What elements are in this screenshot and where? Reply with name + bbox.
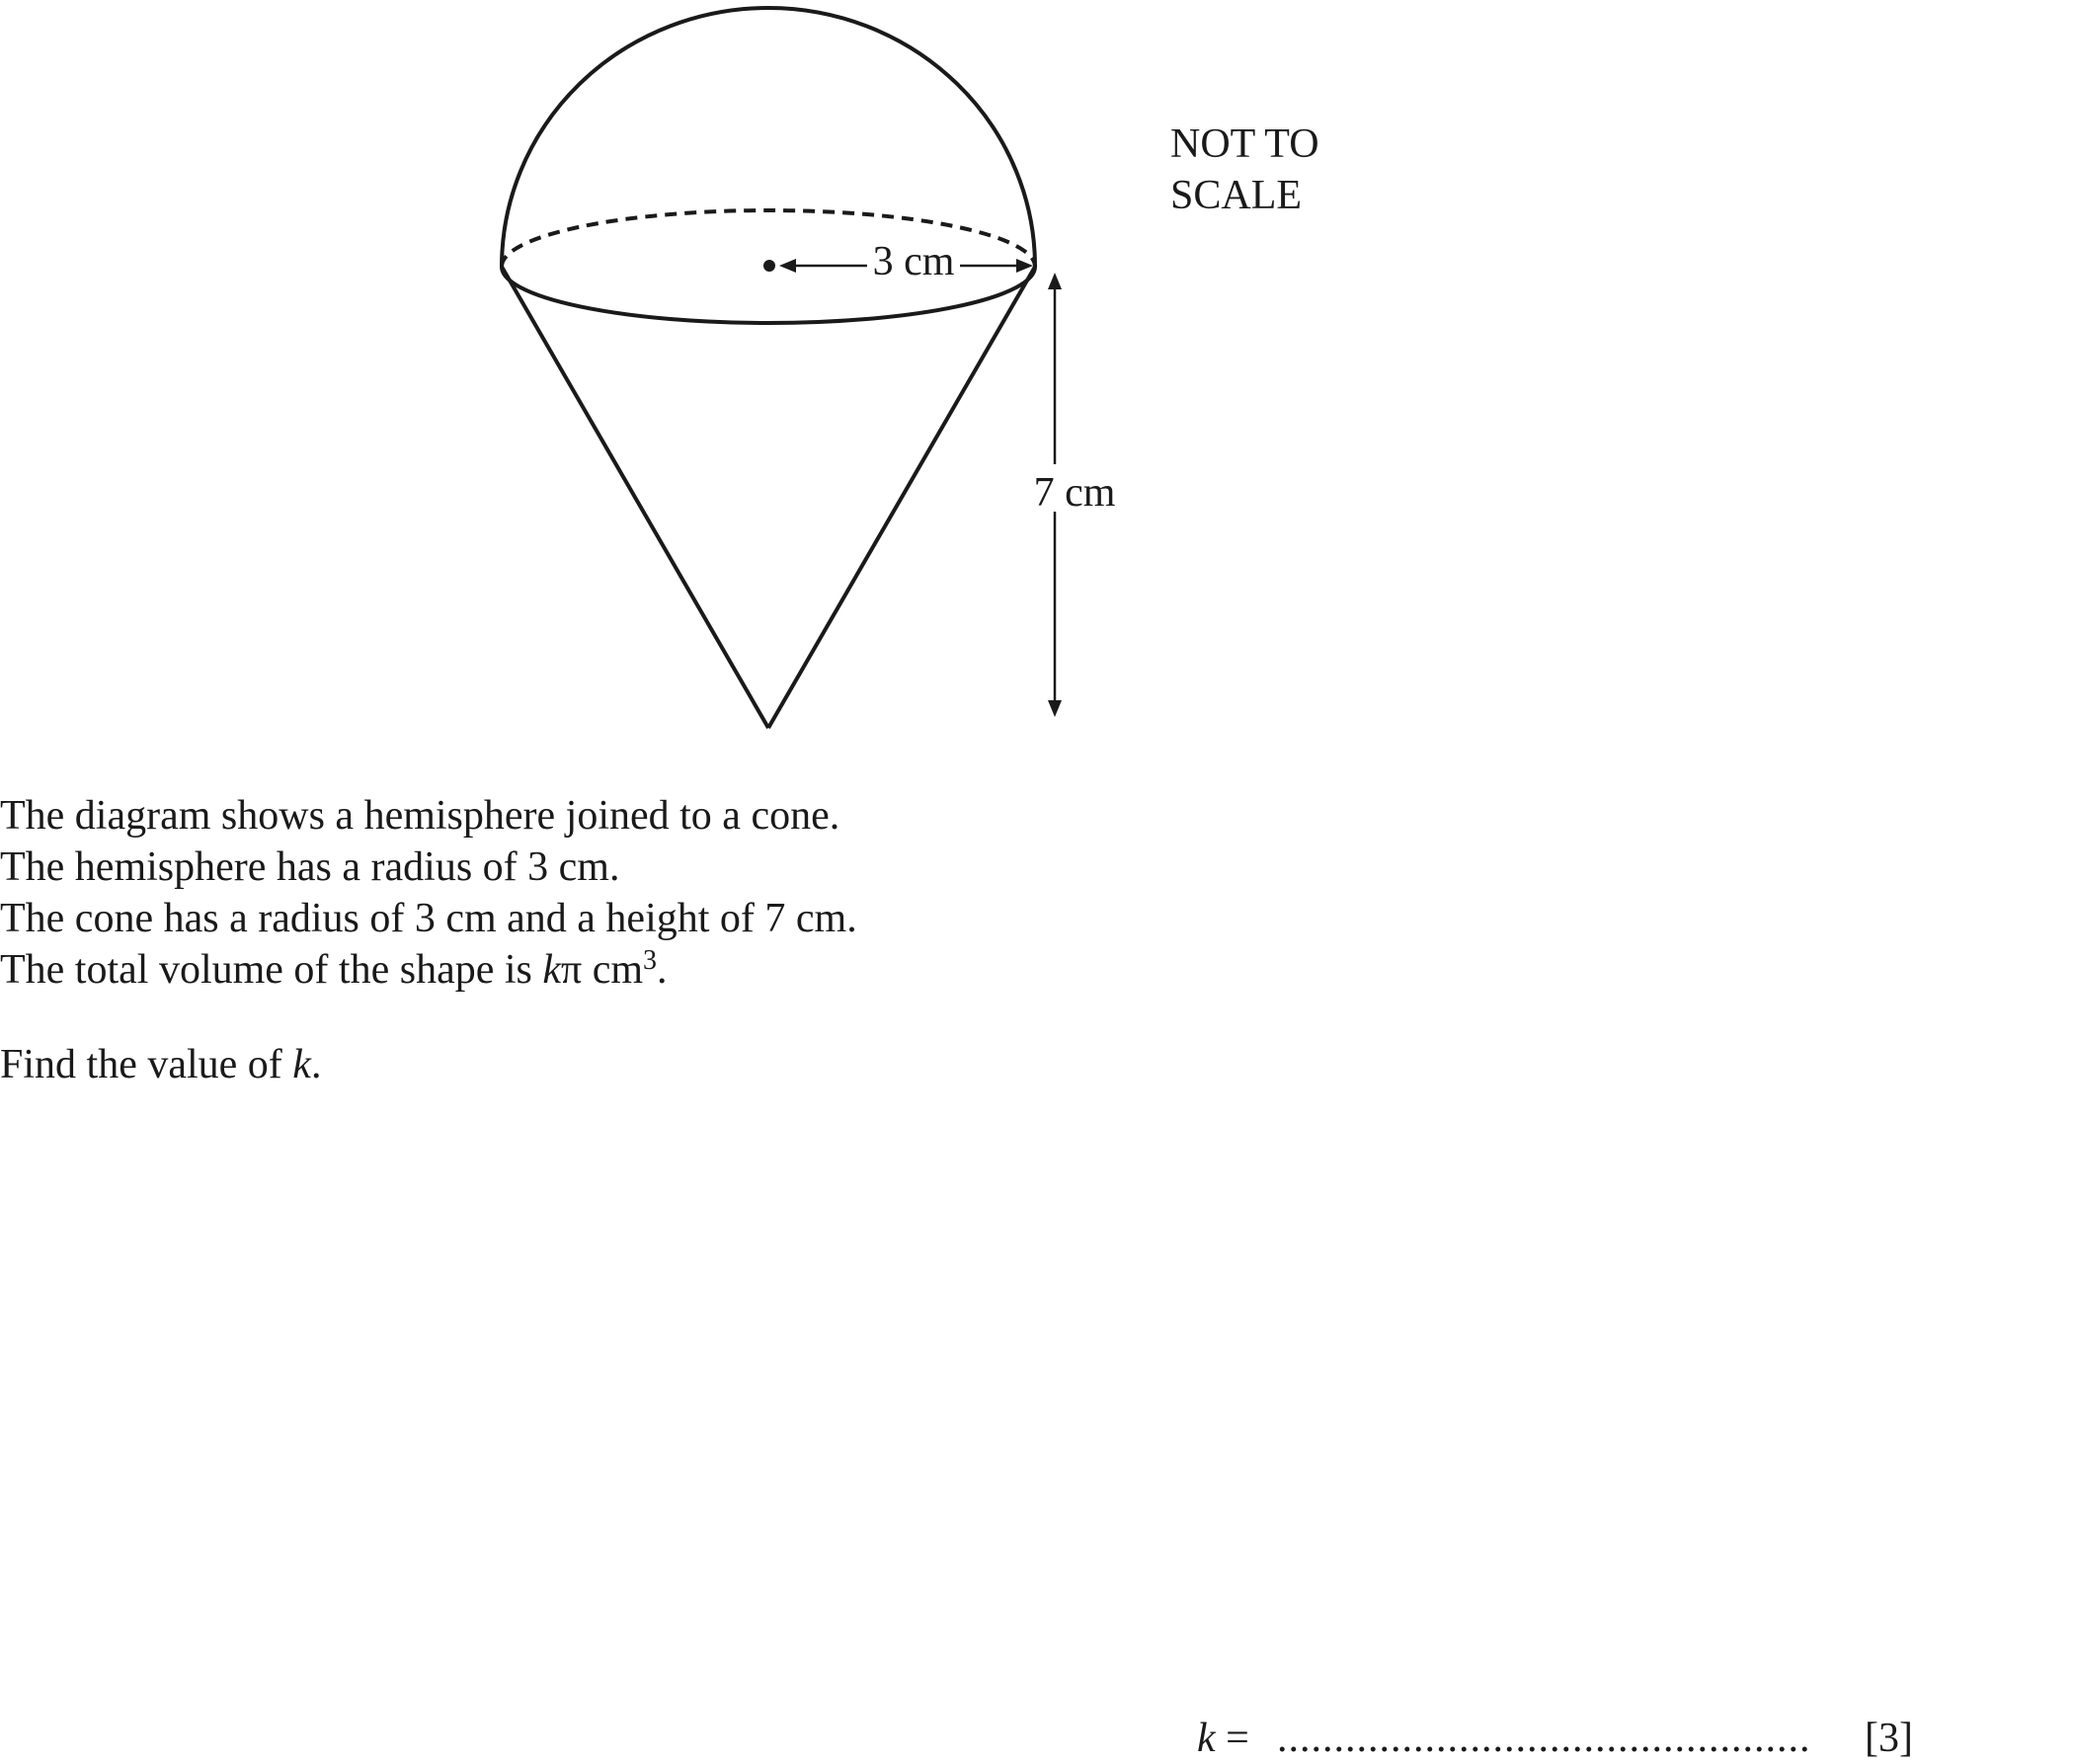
radius-label: 3 cm [872,239,955,284]
find-suffix: . [310,1042,322,1087]
radius-arrowhead-left [779,259,796,273]
answer-variable-k: k [1197,1716,1216,1761]
question-text [0,790,857,1090]
find-prefix: Find the value of [0,1042,293,1087]
question-line-1: The diagram shows a hemisphere joined to a cone. [0,793,840,839]
variable-k: k [542,947,562,993]
height-arrowhead-bottom [1048,700,1062,717]
line4-pi-unit: π cm [561,947,644,993]
answer-line[interactable]: ............................................... [1277,1716,1811,1761]
not-to-scale-note: NOT TO SCALE [1170,121,1319,218]
marks-indicator: [3] [1865,1716,1913,1761]
find-variable-k: k [292,1042,311,1087]
line4-suffix: . [657,947,668,993]
cone-left-side [502,267,768,728]
question-line-4 [0,944,857,996]
cone-right-side [768,267,1035,728]
question-instruction [0,1039,857,1090]
line4-prefix: The total volume of the shape is [0,947,543,993]
hemisphere-cone-diagram [0,0,2074,751]
question-line-2: The hemisphere has a radius of 3 cm. [0,844,620,890]
base-ellipse-back [502,210,1035,267]
question-line-3: The cone has a radius of 3 cm and a height of 7 cm. [0,896,857,941]
height-label: 7 cm [1033,470,1116,516]
base-ellipse-front [502,267,1035,323]
answer-equals: = [1215,1716,1249,1761]
hemisphere-arc [502,8,1035,267]
height-arrowhead-top [1048,273,1062,289]
cubed-superscript: 3 [643,945,658,976]
answer-label [1197,1713,1249,1764]
center-point [763,260,775,272]
